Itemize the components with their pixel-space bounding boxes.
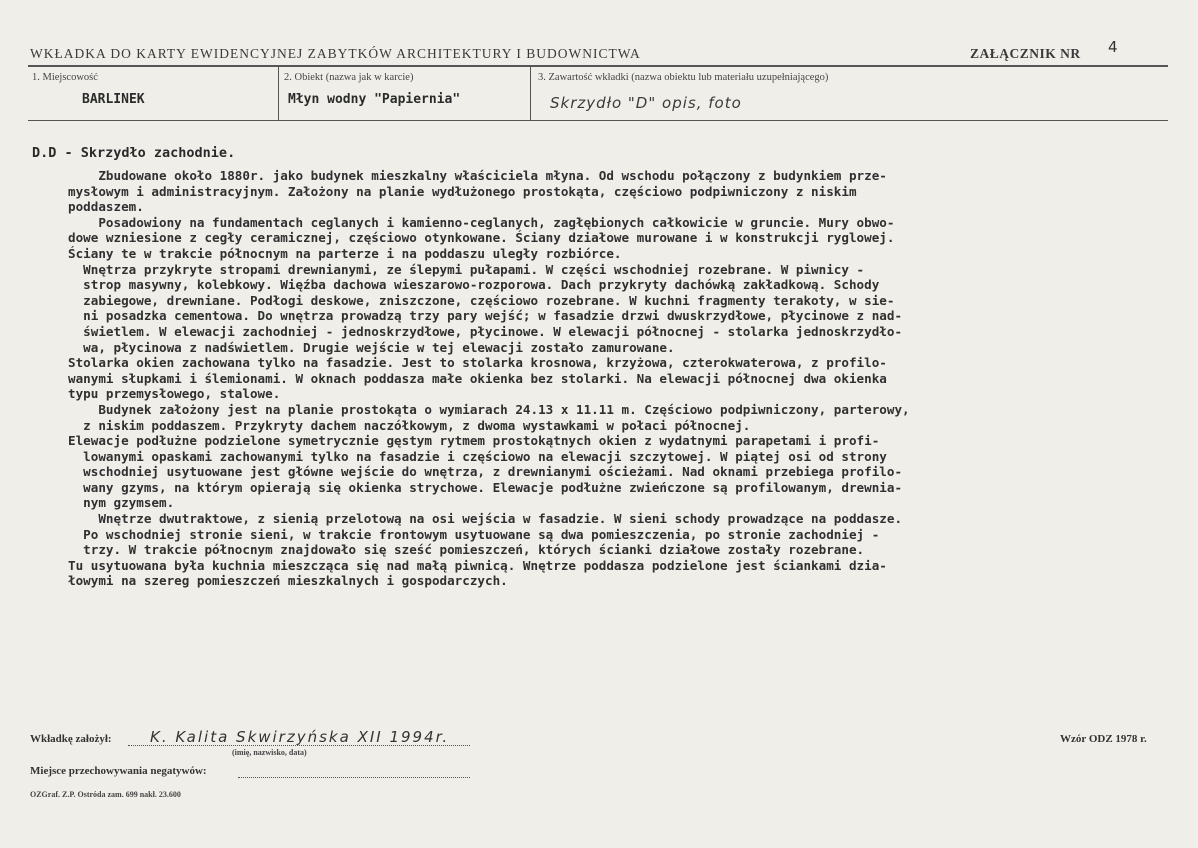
header-rule-bottom	[28, 120, 1168, 121]
negatives-line	[238, 777, 470, 778]
text-line: typu przemysłowego, stalowe.	[68, 386, 281, 402]
author-signature: K. Kalita Skwirzyńska XII 1994r.	[150, 728, 450, 746]
text-line: łowymi na szereg pomieszczeń mieszkalnych i gospodarczych.	[68, 573, 508, 589]
text-line: wa, płycinowa z nadświetlem. Drugie wejście w tej elewacji zostało zamurowane.	[68, 339, 675, 355]
text-line: zabiegowe, drewniane. Podłogi deskowe, zniszczone, częściowo rozebrane. W kuchni fragmenty terakoty, w sie-	[68, 292, 895, 308]
text-line: Zbudowane około 1880r. jako budynek mieszkalny właściciela młyna. Od wschodu połączony z budynkiem prze-	[68, 168, 887, 183]
text-line: Posadowiony na fundamentach ceglanych i kamienno-ceglanych, zagłębionych całkowicie w gruncie. Mury obwo-	[68, 214, 895, 230]
annex-number: 4	[1108, 38, 1118, 56]
form-title: WKŁADKA DO KARTY EWIDENCYJNEJ ZABYTKÓW ARCHITEKTURY I BUDOWNICTWA	[30, 46, 641, 61]
text-line: Wnętrza przykryte stropami drewnianymi, ze ślepymi pułapami. W części wschodniej rozebrane. W piwnicy -	[68, 261, 865, 277]
text-line: ni posadzka cementowa. Do wnętrza prowadzą trzy pary wejść; w fasadzie drzwi dwuskrzydłowe, płycinowe z nad-	[68, 308, 903, 324]
contents-label: 3. Zawartość wkładki (nazwa obiektu lub materiału uzupełniającego)	[538, 72, 829, 83]
text-line: Ściany te w trakcie północnym na parterze i na poddaszu uległy rozbiórce.	[68, 245, 622, 261]
field-divider-1	[278, 66, 279, 121]
text-line: strop masywny, kolebkowy. Więźba dachowa wieszarowo-rozporowa. Dach przykryty dachówką zakładkową. Schody	[68, 277, 880, 293]
header-rule-top	[28, 65, 1168, 67]
text-line: z niskim poddaszem. Przykryty dachem naczółkowym, z dwoma wystawkami w połaci północnej.	[68, 417, 751, 433]
text-line: Po wschodniej stronie sieni, w trakcie frontowym usytuowane są dwa pomieszczenia, po stronie zachodniej -	[68, 526, 880, 542]
text-line: Wnętrze dwutraktowe, z sienią przelotową na osi wejścia w fasadzie. W sieni schody prowadzące na poddasze.	[68, 511, 903, 527]
author-label: Wkładkę założył:	[30, 733, 112, 745]
text-line: Tu usytuowana była kuchnia mieszcząca się nad małą piwnicą. Wnętrze poddasza podzielone jest ściankami dzia-	[68, 557, 887, 573]
locality-label: 1. Miejscowość	[32, 72, 98, 83]
text-line: wanymi słupkami i ślemionami. W oknach poddasza małe okienka bez stolarki. Na elewacji północnej dwa okienka	[68, 370, 887, 386]
field-divider-2	[530, 66, 531, 121]
text-line: wany gzyms, na którym opierają się okienka strychowe. Elewacje podłużne zwieńczone są profilowanym, drewnia-	[68, 479, 903, 495]
section-title: D.D - Skrzydło zachodnie.	[32, 145, 236, 161]
text-line: Budynek założony jest na planie prostokąta o wymiarach 24.13 x 11.11 m. Częściowo podpiwniczony, parterowy,	[68, 401, 910, 417]
object-value: Młyn wodny "Papiernia"	[288, 92, 461, 107]
negatives-label: Miejsce przechowywania negatywów:	[30, 765, 207, 777]
object-label: 2. Obiekt (nazwa jak w karcie)	[284, 72, 414, 83]
contents-value: Skrzydło "D" opis, foto	[550, 94, 742, 112]
text-line: Stolarka okien zachowana tylko na fasadzie. Jest to stolarka krosnowa, krzyżowa, czterokwaterowa, z profilo-	[68, 355, 887, 371]
text-line: dowe wzniesione z cegły ceramicznej, częściowo otynkowane. Ściany działowe murowane i w konstrukcji ryglowej.	[68, 230, 895, 246]
text-line: świetlem. W elewacji zachodniej - jednoskrzydłowe, płycinowe. W elewacji północnej - stolarka jednoskrzydło-	[68, 323, 903, 339]
form-code: Wzór ODZ 1978 r.	[1060, 733, 1147, 745]
description-text	[68, 168, 1178, 589]
printer-note: OZGraf. Z.P. Ostróda zam. 699 nakł. 23.600	[30, 790, 181, 799]
text-line: mysłowym i administracyjnym. Założony na planie wydłużonego prostokąta, częściowo podpiwniczony z niskim	[68, 183, 857, 199]
text-line: Elewacje podłużne podzielone symetrycznie gęstym rytmem prostokątnych okien z wydatnymi parapetami i profi-	[68, 433, 880, 449]
locality-value: BARLINEK	[82, 92, 145, 107]
text-line: trzy. W trakcie północnym znajdowało się sześć pomieszczeń, których ścianki działowe zostały rozebrane.	[68, 542, 865, 558]
text-line: poddaszem.	[68, 199, 144, 215]
annex-label: ZAŁĄCZNIK NR	[970, 46, 1081, 61]
text-line: wschodniej usytuowane jest główne wejście do wnętrza, z drewnianymi ościeżami. Nad oknami przebiega profilo-	[68, 464, 903, 480]
text-line: lowanymi opaskami zachowanymi tylko na fasadzie i częściowo na elewacji szczytowej. W piątej osi od strony	[68, 448, 887, 464]
text-line: nym gzymsem.	[68, 495, 175, 511]
author-sub: (imię, nazwisko, data)	[232, 748, 307, 757]
